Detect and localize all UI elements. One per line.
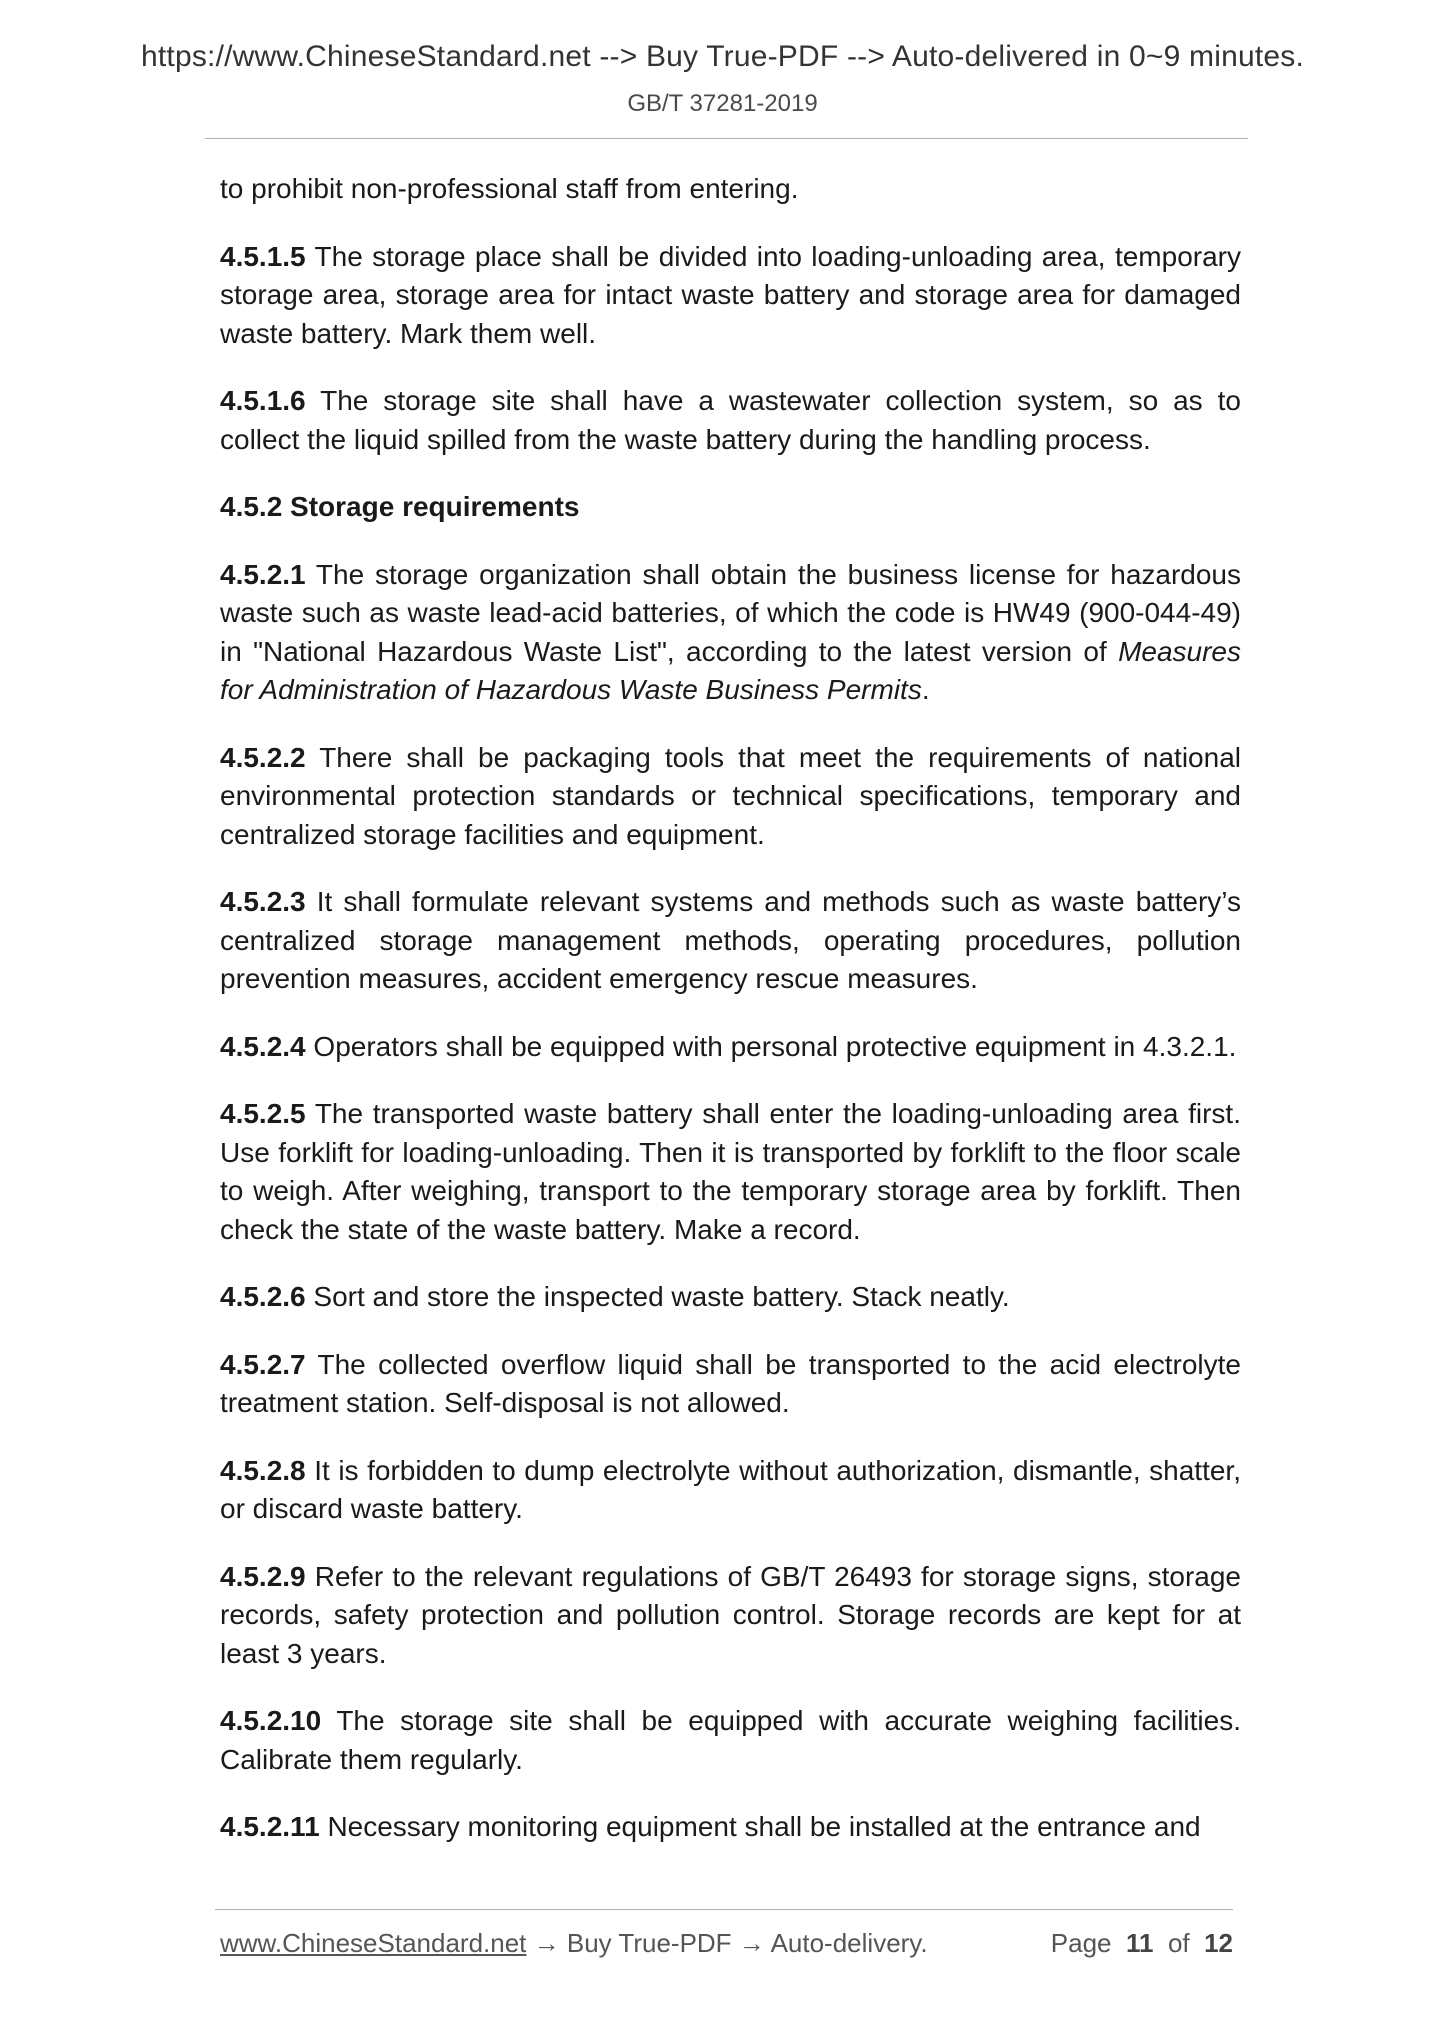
clause-4-5-2-10 — [220, 1702, 1241, 1779]
clause-number: 4.5.2.2 — [220, 741, 306, 773]
page-indicator — [1051, 1928, 1233, 1959]
clause-number: 4.5.1.6 — [220, 385, 306, 416]
clause-number: 4.5.2.8 — [220, 1454, 306, 1486]
document-body — [220, 170, 1241, 1876]
clause-text: The storage place shall be divided into loading-unloading area, temporary storage area, storage area for intact waste battery and storage area for damaged waste battery. Mark them well. — [220, 240, 1241, 349]
top-banner: https://www.ChineseStandard.net --> Buy True-PDF --> Auto-delivered in 0~9 minutes. — [141, 40, 1304, 73]
clause-text: Operators shall be equipped with personal protective equipment in 4.3.2.1. — [313, 1030, 1237, 1062]
clause-4-5-1-6 — [220, 382, 1241, 459]
clause-4-5-2-8 — [220, 1452, 1241, 1529]
clause-4-5-2-11 — [220, 1808, 1241, 1847]
clause-number: 4.5.2.1 — [220, 558, 306, 590]
clause-text: It shall formulate relevant systems and methods such as waste battery’s centralized storage management methods, operating procedures, pollution prevention measures, accident emergency rescue measures. — [220, 886, 1242, 994]
clause-text-end: . — [921, 674, 930, 705]
clause-text: The transported waste battery shall enter the loading-unloading area first. Use forklift for loading-unloading. Then it is transported by forklift to the floor scale to weigh. After weighing, transport to the temporary storage area by forklift. Then check the state of the waste battery. Make a record. — [220, 1098, 1241, 1245]
clause-text: There shall be packaging tools that meet the requirements of national environmental protection standards or technical specifications, temporary and centralized storage facilities and equipment. — [220, 741, 1241, 850]
clause-text: It is forbidden to dump electrolyte without authorization, dismantle, shatter, or discard waste battery. — [220, 1454, 1241, 1524]
footer-divider — [215, 1909, 1233, 1910]
clause-text: The storage site shall be equipped with accurate weighing facilities. Calibrate them regularly. — [220, 1705, 1241, 1775]
clause-4-5-2-6 — [220, 1278, 1241, 1317]
footer-left — [220, 1928, 928, 1959]
clause-4-5-2-1 — [220, 556, 1241, 710]
document-title-reference: Measures for Administration of Hazardous Waste Business Permits — [220, 635, 1241, 705]
clause-number: 4.5.2.7 — [220, 1348, 306, 1380]
of-label: of — [1167, 1928, 1190, 1958]
clause-text: The storage organization shall obtain the business license for hazardous waste such as waste lead-acid batteries, of which the code is HW49 (900-044-49) in "National Hazardous Waste List", according to the latest version of — [220, 558, 1241, 667]
page-label: Page — [1050, 1928, 1112, 1958]
clause-4-5-2-7 — [220, 1346, 1241, 1423]
footer-tagline: → Buy True-PDF → Auto-delivery. — [526, 1928, 928, 1958]
paragraph-continuation — [220, 170, 1241, 209]
clause-number: 4.5.2.5 — [220, 1098, 306, 1129]
total-pages-number: 12 — [1204, 1928, 1233, 1958]
clause-4-5-1-5 — [220, 238, 1241, 354]
standard-code: GB/T 37281-2019 — [627, 90, 818, 117]
clause-4-5-2-4 — [220, 1028, 1241, 1067]
clause-number: 4.5.2.11 — [220, 1811, 320, 1842]
header-divider — [205, 138, 1248, 139]
paragraph-text: to prohibit non-professional staff from entering. — [220, 173, 799, 204]
clause-number: 4.5.2.9 — [220, 1560, 306, 1592]
clause-4-5-2-3 — [220, 883, 1241, 999]
current-page-number: 11 — [1125, 1928, 1154, 1958]
website-link[interactable]: www.ChineseStandard.net — [220, 1928, 527, 1958]
section-heading-storage-requirements: 4.5.2 Storage requirements — [220, 491, 580, 522]
clause-text: The collected overflow liquid shall be transported to the acid electrolyte treatment station. Self-disposal is not allowed. — [220, 1348, 1241, 1418]
clause-text: Refer to the relevant regulations of GB/T 26493 for storage signs, storage records, safety protection and pollution control. Storage records are kept for at least 3 years. — [220, 1560, 1242, 1669]
clause-4-5-2-2 — [220, 739, 1241, 855]
clause-text: Sort and store the inspected waste battery. Stack neatly. — [313, 1281, 1010, 1312]
clause-number: 4.5.2.10 — [220, 1705, 322, 1736]
clause-number: 4.5.1.5 — [220, 240, 306, 272]
clause-4-5-2-9 — [220, 1558, 1241, 1674]
clause-4-5-2-5 — [220, 1095, 1241, 1249]
clause-number: 4.5.2.6 — [220, 1281, 306, 1312]
clause-number: 4.5.2.3 — [220, 886, 306, 917]
clause-number: 4.5.2.4 — [220, 1030, 306, 1062]
clause-text: Necessary monitoring equipment shall be installed at the entrance and — [327, 1811, 1201, 1842]
clause-text: The storage site shall have a wastewater collection system, so as to collect the liquid spilled from the waste battery during the handling process. — [220, 385, 1241, 455]
